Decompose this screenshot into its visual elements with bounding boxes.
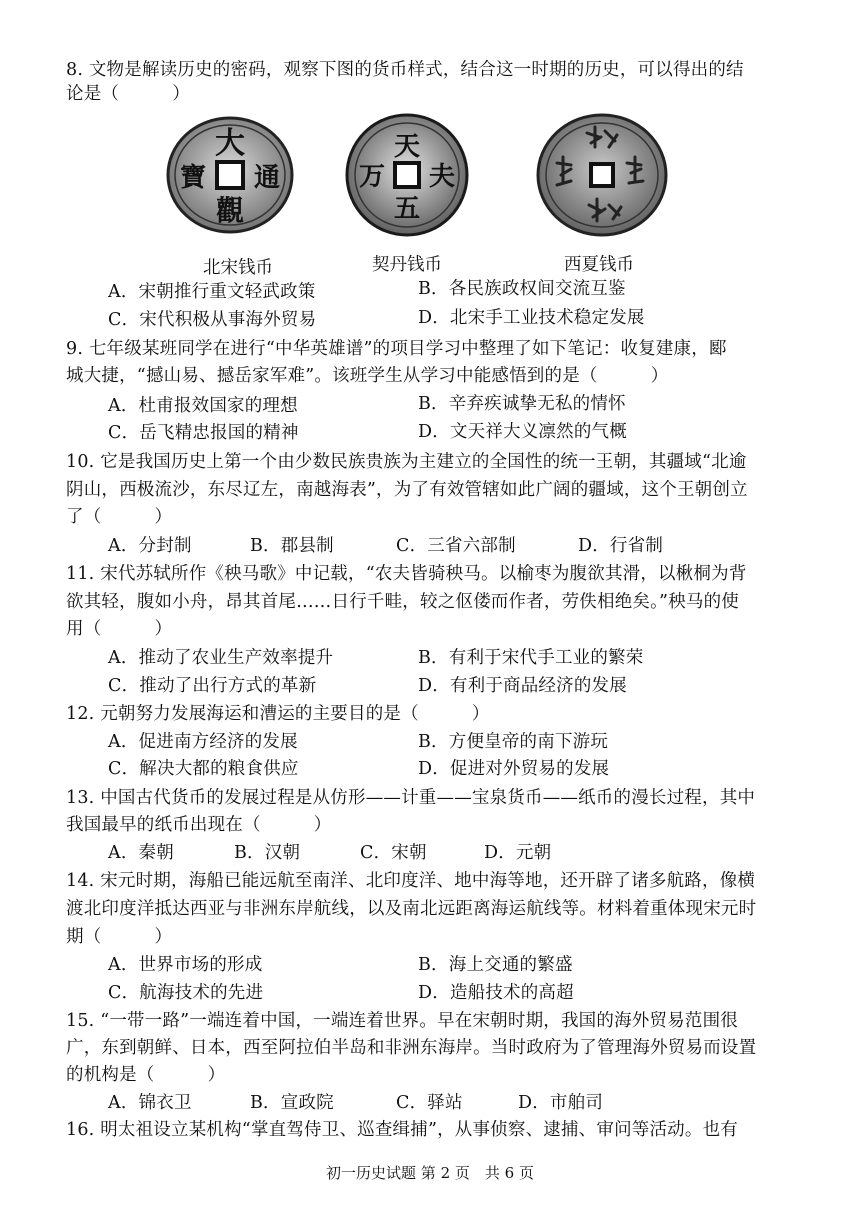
q11-stem-line-3: 用（ ） — [66, 619, 173, 639]
q10-option-c[interactable]: C．三省六部制 — [396, 536, 516, 556]
q13-stem-line-2: 我国最早的纸币出现在（ ） — [66, 815, 332, 835]
q12-option-b[interactable]: B．方便皇帝的南下游玩 — [418, 732, 609, 752]
q12-stem-line-1: 12. 元朝努力发展海运和漕运的主要目的是（ ） — [66, 704, 490, 724]
q15-stem-line-3: 的机构是（ ） — [66, 1065, 226, 1085]
q11-option-c[interactable]: C．推动了出行方式的革新 — [108, 676, 317, 696]
q13-option-a[interactable]: A．秦朝 — [108, 843, 174, 863]
q10-option-b[interactable]: B．郡县制 — [250, 536, 334, 556]
coin-character: 通 — [253, 163, 281, 193]
q13-stem-line-1: 13. 中国古代货币的发展过程是从仿形——计重——宝泉货币——纸币的漫长过程，其中 — [66, 788, 756, 808]
q9-option-c[interactable]: C．岳飞精忠报国的精神 — [108, 423, 299, 443]
coin-character: 天 — [393, 132, 421, 162]
q8-option-d[interactable]: D．北宋手工业技术稳定发展 — [418, 308, 645, 328]
q9-option-b[interactable]: B．辛弃疾诚挚无私的情怀 — [418, 394, 626, 414]
coin-character: 寶 — [179, 163, 207, 193]
q10-stem-line-2: 阴山，西极流沙，东尽辽左，南越海表”，为了有效管辖如此广阔的疆域，这个王朝创立 — [66, 480, 748, 500]
q8-stem-line-2: 论是（ ） — [66, 84, 190, 104]
q14-stem-line-2: 渡北印度洋抵达西亚与非洲东岸航线，以及南北远距离海运航线等。材料着重体现宋元时 — [66, 899, 757, 919]
q13-option-b[interactable]: B．汉朝 — [234, 843, 301, 863]
q11-stem-line-1: 11. 宋代苏轼所作《秧马歌》中记载，“农夫皆骑秧马。以榆枣为腹欲其滑，以楸桐为背 — [66, 564, 747, 584]
coin-caption-khitan: 契丹钱币 — [372, 255, 442, 275]
q14-option-d[interactable]: D．造船技术的高超 — [418, 983, 574, 1003]
coin-character: 大 — [215, 126, 245, 161]
q15-option-d[interactable]: D．市舶司 — [518, 1093, 604, 1113]
q14-option-a[interactable]: A．世界市场的形成 — [108, 955, 263, 975]
q15-option-b[interactable]: B．宣政院 — [250, 1093, 334, 1113]
coin-character: 觀 — [215, 194, 245, 227]
western-xia-coin-image — [535, 113, 669, 237]
q9-stem-line-1: 9. 七年级某班同学在进行“中华英雄谱”的项目学习中整理了如下笔记：收复建康，郾 — [66, 339, 727, 359]
q9-option-a[interactable]: A．杜甫报效国家的理想 — [108, 396, 298, 416]
q10-stem-line-1: 10. 它是我国历史上第一个由少数民族贵族为主建立的全国性的统一王朝，其疆域“北逾 — [66, 452, 747, 472]
q11-option-a[interactable]: A．推动了农业生产效率提升 — [108, 648, 334, 668]
q10-option-d[interactable]: D．行省制 — [578, 536, 664, 556]
coin-caption-northern-song: 北宋钱币 — [203, 258, 273, 278]
q11-option-b[interactable]: B．有利于宋代手工业的繁荣 — [418, 648, 644, 668]
q12-option-a[interactable]: A．促进南方经济的发展 — [108, 732, 298, 752]
q14-stem-line-3: 期（ ） — [66, 927, 173, 947]
q15-stem-line-2: 广，东到朝鲜、日本，西至阿拉伯半岛和非洲东海岸。当时政府为了管理海外贸易而设置 — [66, 1038, 757, 1058]
q15-stem-line-1: 15. “一带一路”一端连着中国，一端连着世界。早在宋朝时期，我国的海外贸易范围很 — [66, 1011, 738, 1031]
q16-stem-line-1: 16. 明太祖设立某机构“掌直驾侍卫、巡查缉捕”，从事侦察、逮捕、审问等活动。也有 — [66, 1120, 738, 1140]
q8-stem-line-1: 8. 文物是解读历史的密码，观察下图的货币样式，结合这一时期的历史，可以得出的结 — [66, 60, 744, 80]
q10-stem-line-3: 了（ ） — [66, 507, 173, 527]
northern-song-coin-image — [165, 115, 295, 235]
q14-option-c[interactable]: C．航海技术的先进 — [108, 983, 264, 1003]
khitan-coin-image — [345, 113, 469, 237]
q11-option-d[interactable]: D．有利于商品经济的发展 — [418, 676, 627, 696]
q10-option-a[interactable]: A．分封制 — [108, 536, 192, 556]
q12-option-d[interactable]: D．促进对外贸易的发展 — [418, 759, 610, 779]
q14-stem-line-1: 14. 宋元时期，海船已能远航至南洋、北印度洋、地中海等地，还开辟了诸多航路，像横 — [66, 871, 756, 891]
q11-stem-line-2: 欲其轻，腹如小舟，昂其首尾……日行千畦，较之伛偻而作者，劳佚相绝矣。”秧马的使 — [66, 592, 739, 612]
q9-stem-line-2: 城大捷，“撼山易、撼岳家军难”。该班学生从学习中能感悟到的是（ ） — [66, 366, 669, 386]
q9-option-d[interactable]: D．文天祥大义凛然的气概 — [418, 422, 627, 442]
coin-character: 夫 — [428, 162, 456, 192]
q14-option-b[interactable]: B．海上交通的繁盛 — [418, 955, 573, 975]
q15-option-c[interactable]: C．驿站 — [396, 1093, 463, 1113]
page-footer: 初一历史试题 第 2 页 共 6 页 — [326, 1164, 534, 1182]
q15-option-a[interactable]: A．锦衣卫 — [108, 1093, 192, 1113]
coin-caption-western-xia: 西夏钱币 — [564, 255, 634, 275]
coin-character: 万 — [358, 162, 386, 192]
q13-option-d[interactable]: D．元朝 — [484, 843, 552, 863]
q8-option-a[interactable]: A．宋朝推行重文轻武政策 — [108, 282, 316, 302]
coin-character: 五 — [393, 194, 421, 224]
q8-option-b[interactable]: B．各民族政权间交流互鉴 — [418, 279, 626, 299]
q12-option-c[interactable]: C．解决大都的粮食供应 — [108, 759, 299, 779]
q8-option-c[interactable]: C．宋代积极从事海外贸易 — [108, 310, 317, 330]
q13-option-c[interactable]: C．宋朝 — [360, 843, 427, 863]
